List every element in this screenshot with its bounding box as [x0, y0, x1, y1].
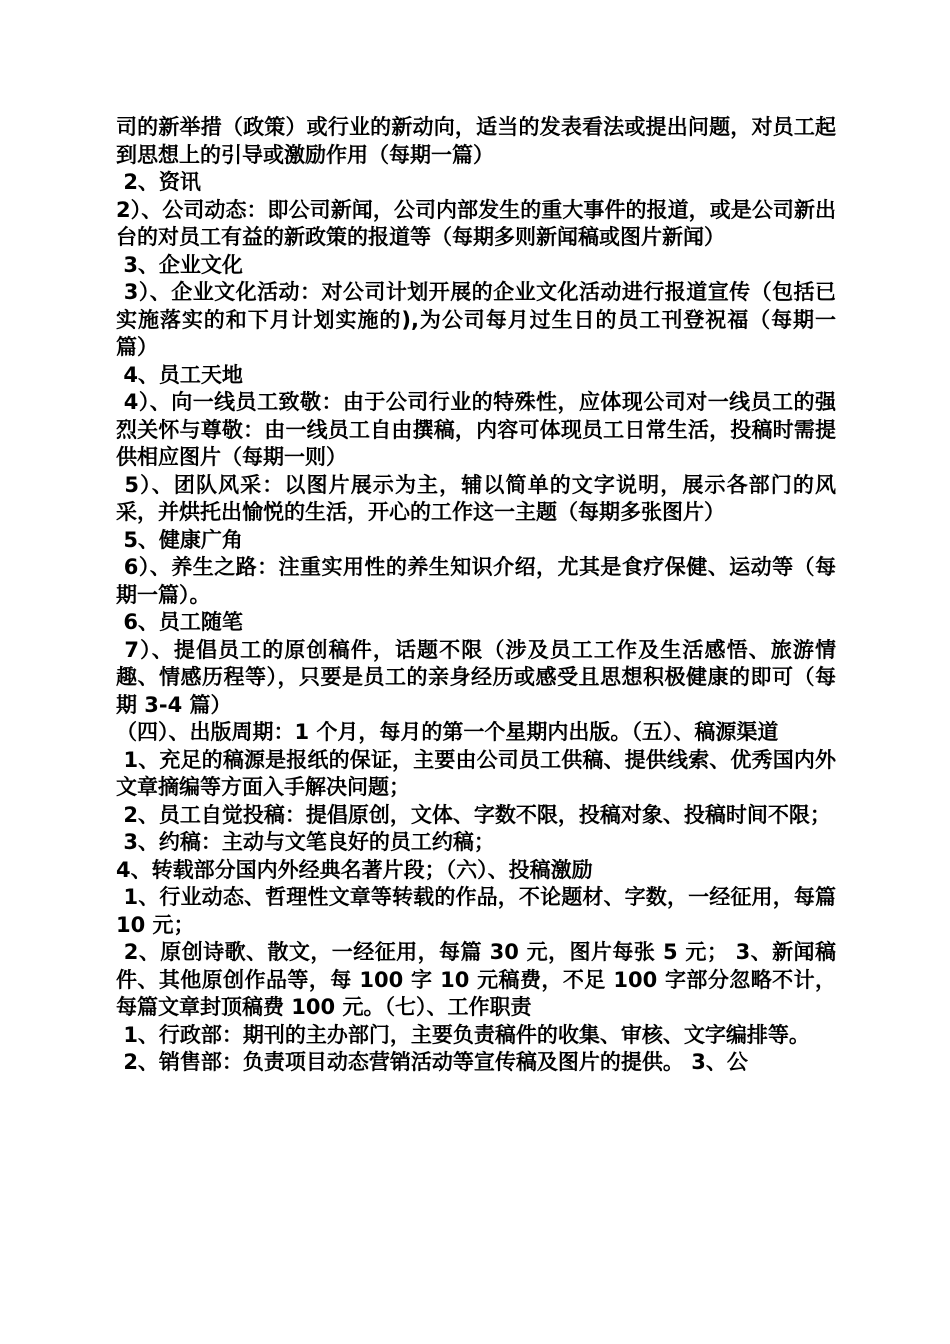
paragraph-source-2: 2、员工自觉投稿：提倡原创，文体、字数不限，投稿对象、投稿时间不限；	[116, 802, 831, 827]
section-heading-corporate-culture: 3、企业文化	[116, 252, 243, 277]
paragraph-duty-admin: 1、行政部：期刊的主办部门，主要负责稿件的收集、审核、文字编排等。	[116, 1022, 810, 1047]
section-heading-information: 2、资讯	[116, 170, 201, 194]
paragraph-health-tips: 6）、养生之路：注重实用性的养生知识介绍，尤其是食疗保健、运动等（每期一篇）。	[116, 555, 837, 607]
paragraph-frontline-tribute: 4）、向一线员工致敬：由于公司行业的特殊性，应体现公司对一线员工的强烈关怀与尊敬：由一线员工自由撰稿，内容可体现员工日常生活，投稿时需提供相应图片（每期一则）	[116, 390, 837, 469]
section-heading-health: 5、健康广角	[116, 527, 243, 552]
paragraph-source-1: 1、充足的稿源是报纸的保证，主要由公司员工供稿、提供线索、优秀国内外文章摘编等方面入手解决问题；	[116, 747, 837, 799]
paragraph-duty-sales: 2、销售部：负责项目动态营销活动等宣传稿及图片的提供。 3、公	[116, 1050, 748, 1074]
document-body	[116, 114, 844, 1077]
section-heading-employee-world: 4、员工天地	[116, 362, 243, 387]
paragraph-source-3: 3、约稿：主动与文笔良好的员工约稿；	[116, 830, 495, 854]
paragraph-source-4: 4、转载部分国内外经典名著片段；（六）、投稿激励	[116, 857, 593, 882]
paragraph-incentive-1: 1、行业动态、哲理性文章等转载的作品，不论题材、字数，一经征用，每篇 10 元；	[116, 885, 844, 937]
paragraph-incentive-2: 2、原创诗歌、散文，一经征用，每篇 30 元，图片每张 5 元； 3、新闻稿件、其他原创作品等，每 100 字 10 元稿费，不足 100 字部分忽略不计，每篇文章封顶稿费 100 元。（七）、工作职责	[116, 940, 836, 1019]
section-heading-essays: 6、员工随笔	[116, 610, 243, 634]
paragraph-1: 司的新举措（政策）或行业的新动向，适当的发表看法或提出问题，对员工起到思想上的引导或激励作用（每期一篇）	[116, 115, 836, 167]
paragraph-company-news: 2）、公司动态：即公司新闻，公司内部发生的重大事件的报道，或是公司新出台的对员工有益的新政策的报道等（每期多则新闻稿或图片新闻）	[116, 197, 836, 249]
paragraph-original-essays: 7）、提倡员工的原创稿件，话题不限（涉及员工工作及生活感悟、旅游情趣、情感历程等），只要是员工的亲身经历或感受且思想积极健康的即可（每期 3-4 篇）	[116, 637, 837, 717]
paragraph-team-style: 5）、团队风采：以图片展示为主，辅以简单的文字说明，展示各部门的风采，并烘托出愉悦的生活，开心的工作这一主题（每期多张图片）	[116, 472, 837, 524]
paragraph-culture-activities: 3）、企业文化活动：对公司计划开展的企业文化活动进行报道宣传（包括已实施落实的和下月计划实施的),为公司每月过生日的员工刊登祝福（每期一篇）	[116, 280, 837, 359]
paragraph-publication-cycle: （四）、出版周期：1 个月，每月的第一个星期内出版。（五）、稿源渠道	[116, 720, 779, 744]
